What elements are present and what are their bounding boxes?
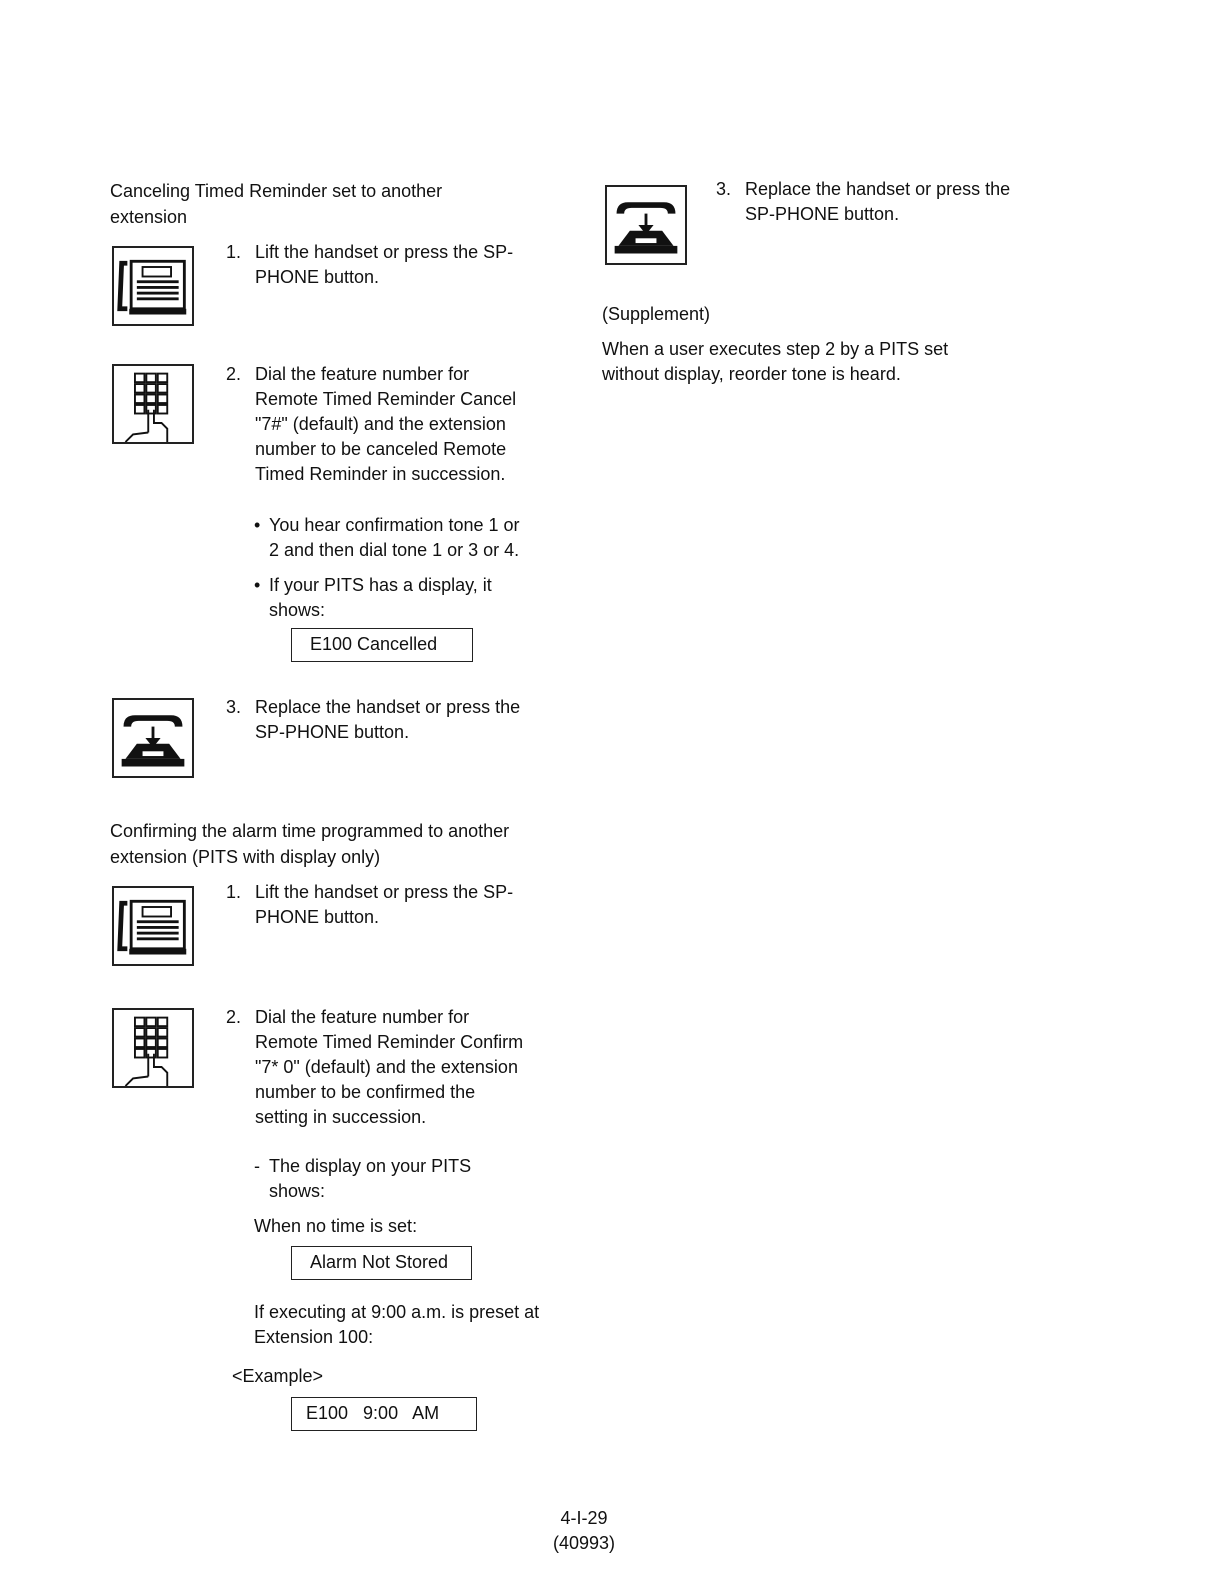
section-heading-confirming [110, 818, 509, 870]
bullet-dot: • [254, 515, 261, 535]
bullet-dot: - [254, 1156, 260, 1176]
supplement-line: without display, reorder tone is heard. [602, 364, 901, 384]
bullet-display-shows [254, 573, 574, 625]
doc-code: (40993) [552, 1533, 616, 1553]
preset-text: If executing at 9:00 a.m. is preset at [254, 1302, 540, 1322]
display-readout-example: E100 9:00 AM [291, 1397, 477, 1431]
step-1 [226, 880, 586, 932]
step-2 [226, 1005, 586, 1133]
bullet-display-shows [254, 1154, 574, 1206]
step-text: Lift the handset or press the SP- [255, 882, 514, 902]
step-text: Dial the feature number for [255, 364, 470, 384]
supplement-text [602, 337, 1022, 387]
step-text: number to be confirmed the [255, 1082, 476, 1102]
bullet-text: The display on your PITS [269, 1156, 472, 1176]
step-text: Dial the feature number for [255, 1007, 470, 1027]
step-text: Replace the handset or press the [255, 697, 521, 717]
heading-line: Confirming the alarm time programmed to another [110, 821, 510, 841]
heading-line: Canceling Timed Reminder set to another [110, 181, 443, 201]
step-text: PHONE button. [255, 907, 380, 927]
step-number: 2. [226, 1007, 242, 1027]
bullet-text: shows: [269, 600, 326, 620]
step-text: number to be canceled Remote [255, 439, 507, 459]
heading-line: extension (PITS with display only) [110, 847, 381, 867]
bullet-text: If your PITS has a display, it [269, 575, 492, 595]
preset-text: Extension 100: [254, 1327, 374, 1347]
heading-line: extension [110, 207, 188, 227]
display-readout-cancelled: E100 Cancelled [291, 628, 473, 662]
step-text: PHONE button. [255, 267, 380, 287]
section-heading-canceling [110, 178, 442, 230]
supplement-line: When a user executes step 2 by a PITS set [602, 339, 949, 359]
step-number: 1. [226, 242, 242, 262]
bullet-text: 2 and then dial tone 1 or 3 or 4. [269, 540, 520, 560]
step-1 [226, 240, 586, 292]
step-text: Replace the handset or press the [745, 179, 1011, 199]
keypad-icon [112, 364, 194, 444]
step-2 [226, 362, 586, 490]
when-no-time-label: When no time is set: [254, 1216, 418, 1236]
step-number: 3. [716, 179, 732, 199]
handset-lift-icon [112, 246, 194, 326]
step-text: SP-PHONE button. [255, 722, 410, 742]
handset-replace-icon [112, 698, 194, 778]
example-label: <Example> [232, 1366, 324, 1386]
step-text: SP-PHONE button. [745, 204, 900, 224]
step-text: Timed Reminder in succession. [255, 464, 506, 484]
step-3 [716, 177, 1096, 229]
step-number: 3. [226, 697, 242, 717]
preset-description [254, 1300, 584, 1350]
bullet-dot: • [254, 575, 261, 595]
step-text: Remote Timed Reminder Confirm [255, 1032, 524, 1052]
page-footer [484, 1506, 684, 1556]
handset-lift-icon [112, 886, 194, 966]
step-text: "7#" (default) and the extension [255, 414, 506, 434]
step-number: 1. [226, 882, 242, 902]
handset-replace-icon [605, 185, 687, 265]
step-number: 2. [226, 364, 242, 384]
step-text: Remote Timed Reminder Cancel [255, 389, 517, 409]
page-number: 4-I-29 [560, 1508, 608, 1528]
supplement-label: (Supplement) [602, 304, 711, 324]
step-text: "7* 0" (default) and the extension [255, 1057, 518, 1077]
step-text: setting in succession. [255, 1107, 427, 1127]
step-text: Lift the handset or press the SP- [255, 242, 514, 262]
bullet-confirmation-tone [254, 513, 574, 565]
bullet-text: shows: [269, 1181, 326, 1201]
bullet-text: You hear confirmation tone 1 or [269, 515, 520, 535]
display-readout-alarm-not-stored: Alarm Not Stored [291, 1246, 472, 1280]
keypad-icon [112, 1008, 194, 1088]
step-3 [226, 695, 586, 747]
